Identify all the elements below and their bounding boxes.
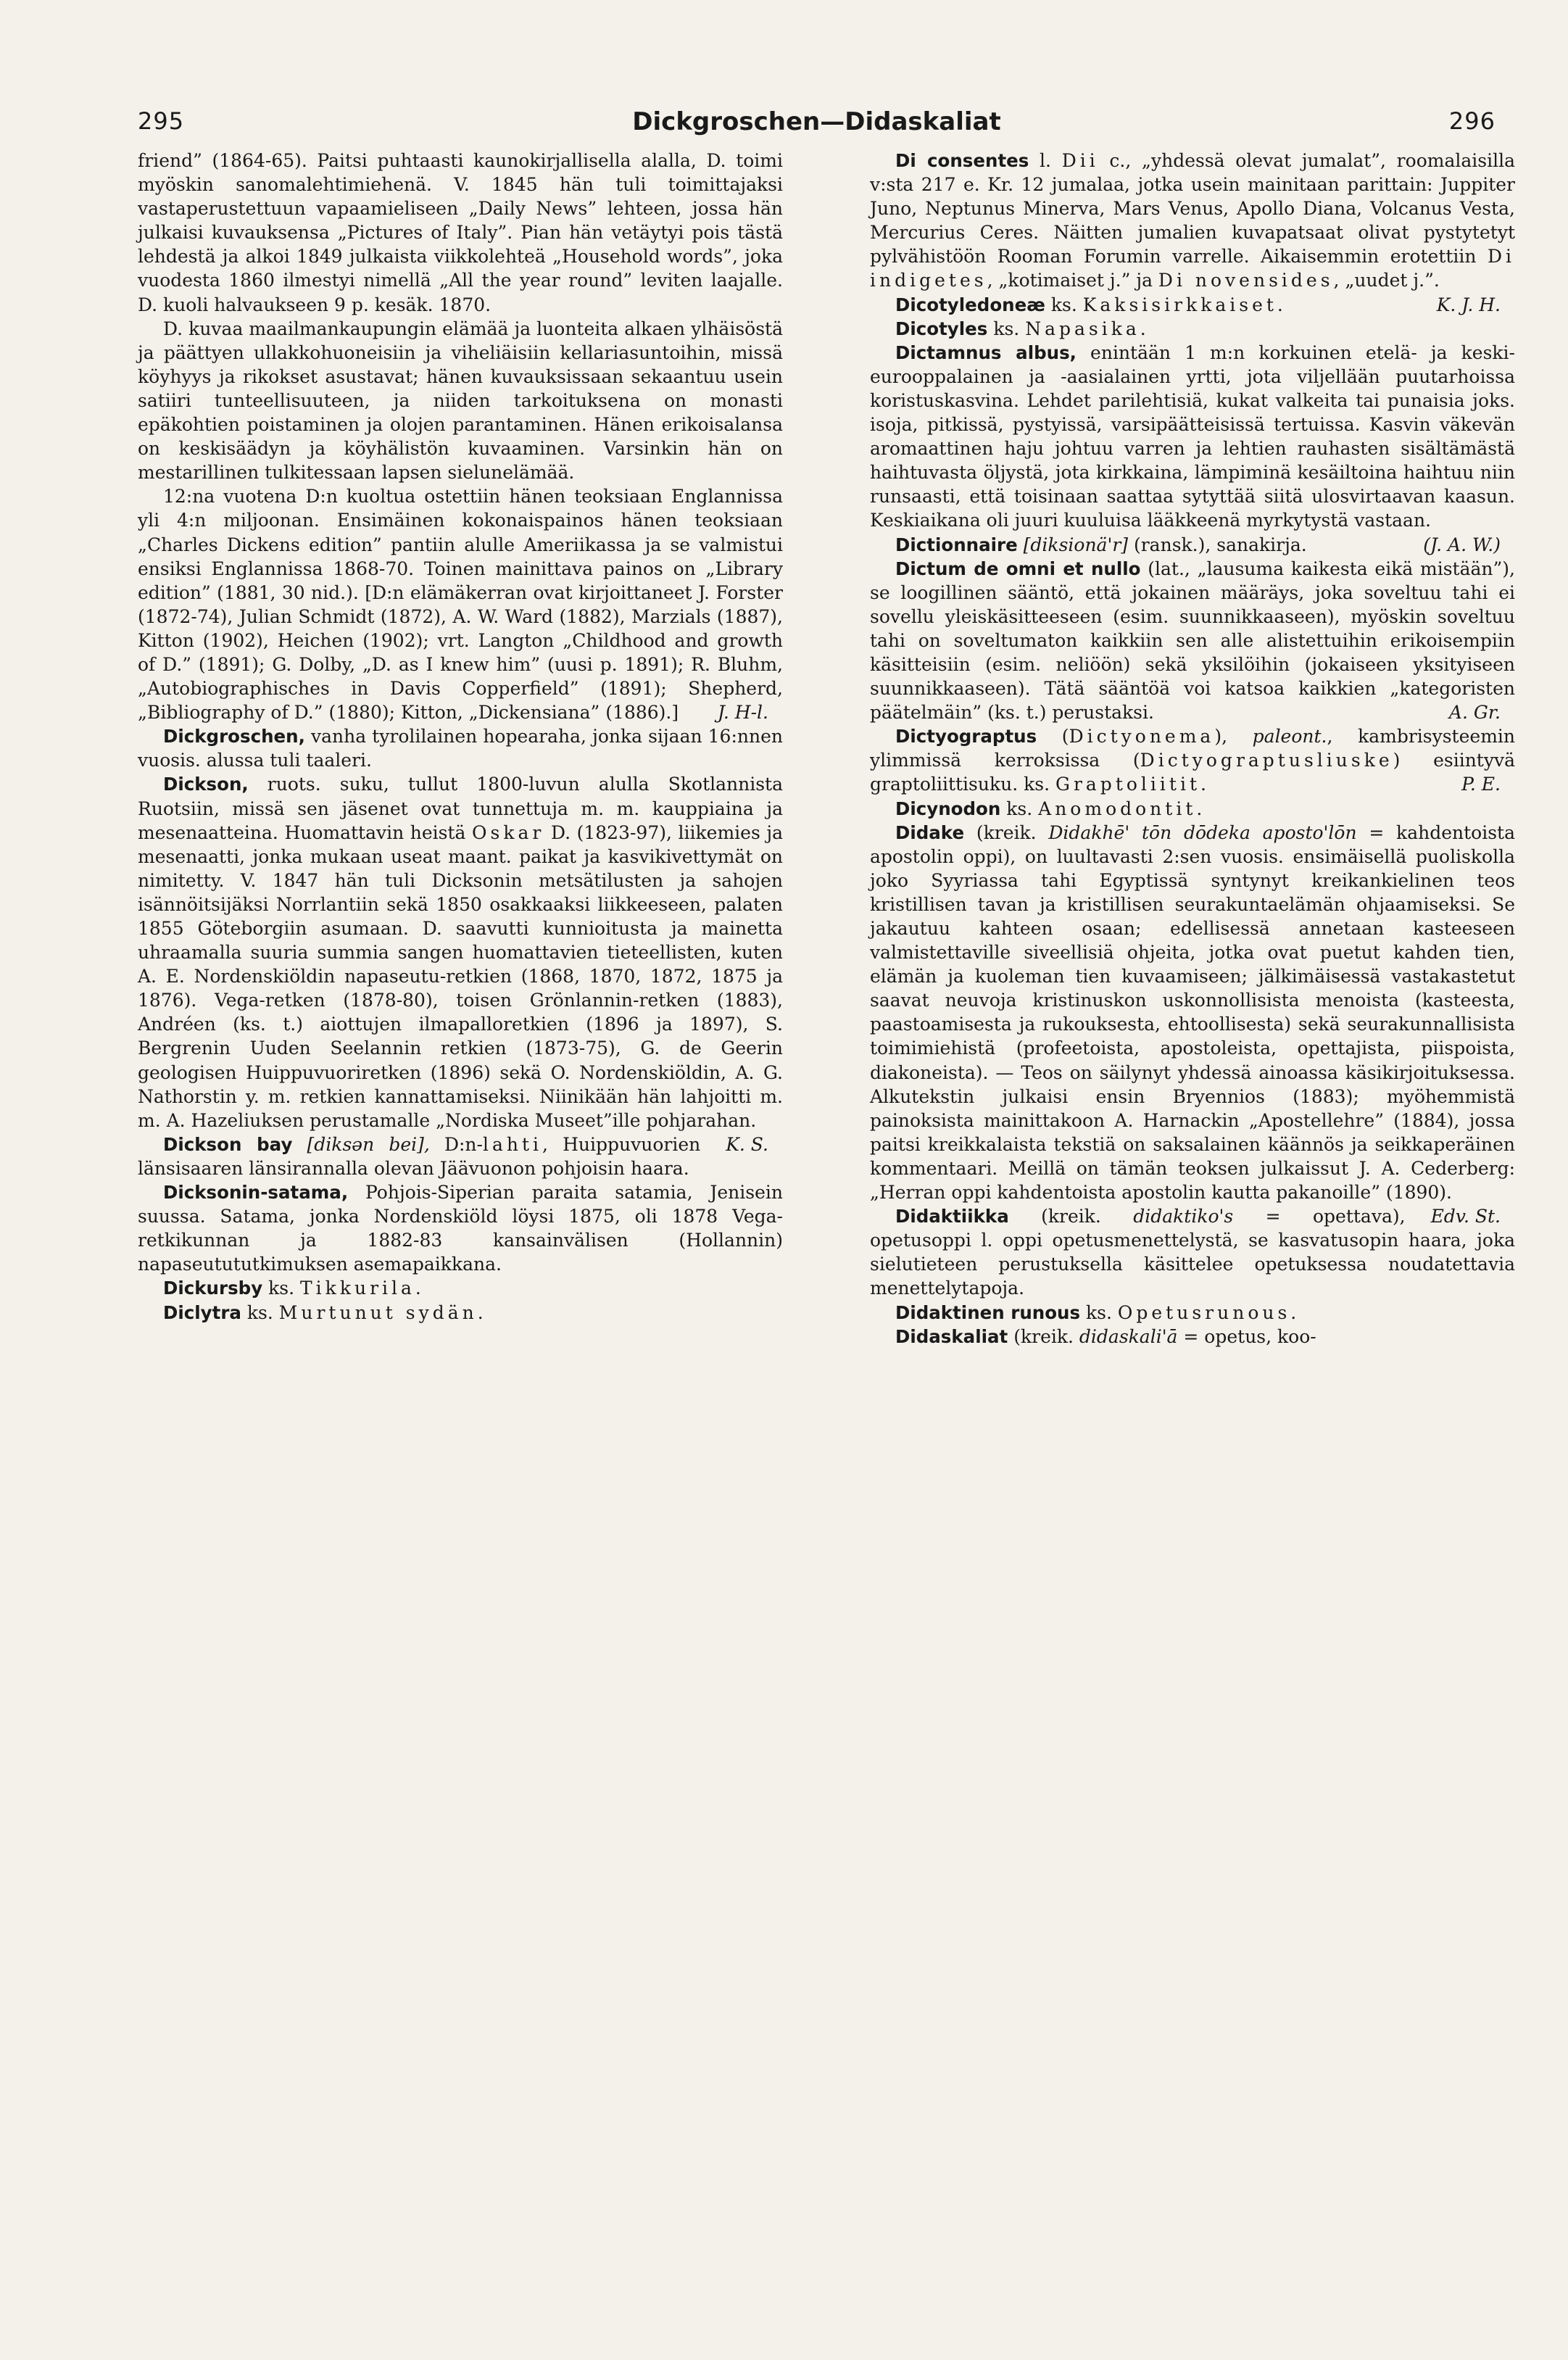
entry-text: (kreik. <box>1008 1325 1079 1347</box>
cross-reference: Opetusrunous. <box>1117 1301 1301 1323</box>
entry-text: , „uudet j.”. <box>1333 270 1440 291</box>
headword: Dickursby <box>163 1278 263 1299</box>
spaced-word: Dii <box>1061 150 1099 171</box>
signature: K. J. H. <box>1436 294 1501 315</box>
dickens-editions-paragraph <box>138 484 783 724</box>
headword: Dictamnus albus, <box>895 341 1077 363</box>
page-number-left: 295 <box>138 107 185 135</box>
entry-text: ruots. suku, tullut 1800-luvun alulla Skotlannista Ruotsiin, missä sen jäsenet ovat tunnettuja m. m. kauppiaina ja mesenaatteina. Huomattavin heistä <box>138 774 783 843</box>
spaced-word: Dictyonema <box>1069 726 1215 748</box>
dickens-continuation-paragraph: friend” (1864-65). Paitsi puhtaasti kaunokirjallisella alalla, D. toimi myöskin sanomalehtimiehenä. V. 1845 hän tuli toimittajaksi vastaperustettuun vapaamieliseen „Daily News” lehteen, jossa hän julkaisi kuvauksensa „Pictures of Italy”. Pian hän vetäytyi pois tästä lehdestä ja alkoi 1849 julkaista viikkolehteä „Household words”, joka vuodesta 1860 ilmestyi nimellä „All the year round” leviten laajalle. D. kuoli halvaukseen 9 p. kesäk. 1870. <box>138 150 783 315</box>
cross-reference: Napasika. <box>1025 318 1150 339</box>
cross-reference: Tikkurila. <box>300 1278 425 1299</box>
entry-text: l. <box>1029 150 1062 171</box>
spaced-word: Di indigetes <box>870 246 1515 291</box>
abbreviation: paleont. <box>1252 726 1327 748</box>
cross-reference: Murtunut sydän. <box>278 1301 487 1323</box>
entry-dicynodon <box>870 797 1515 821</box>
entry-text: D:n- <box>429 1133 483 1155</box>
entry-dicotyles <box>870 317 1515 341</box>
spaced-word: Dictyograptusliuske <box>1140 750 1393 771</box>
entry-text: , „kotimaiset j.” ja <box>987 270 1158 291</box>
page-header <box>130 107 1503 144</box>
entry-text: enintään 1 m:n korkuinen etelä- ja keski-eurooppalainen ja -aasialainen yrtti, jota viljellään puutarhoissa koristuskasvina. Lehdet parilehtisiä, kukat valkeita tai punaisia joks. isoja, pitkissä, pystyissä, varsipäätteisissä tertuissa. Kasvin väkevän aromaattinen haju johtuu varren ja lehtien rauhasten sisältämästä haihtuvasta öljystä, jota kirkkaina, lämpiminä kesäiltoina haihtuu niin runsaasti, että toisinaan saattaa sytyttää siitä ulosvirtaavan kaasun. Keskiaikana oli juuri kuuluisa lääkkeenä myrkytystä vastaan. <box>870 341 1515 531</box>
pronunciation: [diksionä'r] <box>1017 534 1129 555</box>
headword: Didaktinen runous <box>895 1301 1081 1323</box>
headword: Dickgroschen, <box>163 726 305 748</box>
headword: Di consentes <box>895 150 1029 171</box>
headword: Dictyograptus <box>895 726 1037 748</box>
entry-text: (kreik. <box>1008 1206 1134 1227</box>
cross-reference: Graptoliitit. <box>1055 774 1210 795</box>
entry-diclytra <box>138 1301 783 1325</box>
spaced-name: Oskar <box>472 821 545 843</box>
greek-title: Didakhē' tōn dōdeka aposto'lōn <box>1048 821 1357 843</box>
headword: Dicynodon <box>895 798 1001 819</box>
page-number-right: 296 <box>1448 107 1496 135</box>
signature: J. H-l. <box>717 702 768 724</box>
entry-text: ks. <box>987 318 1026 339</box>
entry-text: ks. <box>262 1278 300 1299</box>
spaced-word: lahti <box>482 1133 543 1155</box>
cross-reference: Kaksisirkkaiset. <box>1082 294 1287 315</box>
entry-text: (kreik. <box>964 821 1049 843</box>
signature: K. S. <box>726 1133 768 1155</box>
entry-text: Pohjois-Siperian paraita satamia, Jenisein suussa. Satama, jonka Nordenskiöld löysi 1875, oli 1878 Vega-retkikunnan ja 1882-83 kansainvälisen (Hollannin) napaseutututkimuksen asemapaikkana. <box>138 1182 783 1275</box>
greek-word: didaktiko's <box>1133 1206 1234 1227</box>
headword: Dicksonin-satama, <box>163 1182 349 1204</box>
entry-text: = opettava), opetusoppi l. oppi opetusmenettelystä, se kasvatusopin haara, joka sielutieteen perustuksella käsittelee opetuksessa noudatettavia menettelytapoja. <box>870 1206 1515 1299</box>
entry-dicksonin-satama <box>138 1180 783 1276</box>
headword: Dickson bay <box>163 1133 293 1155</box>
entry-text: = opetus, koo- <box>1177 1325 1316 1347</box>
entry-dictum <box>870 557 1515 725</box>
entry-didaktinen-runous <box>870 1301 1515 1325</box>
entry-text: ks. <box>1080 1301 1118 1323</box>
signature: (J. A. W.) <box>1423 534 1501 555</box>
entry-text: ), <box>1214 726 1253 748</box>
entry-text: (ransk.), sanakirja. <box>1128 534 1307 555</box>
signature: Edv. St. <box>1430 1206 1501 1227</box>
headword: Didaktiikka <box>895 1206 1009 1227</box>
signature: A. Gr. <box>1448 702 1501 724</box>
headword: Didaskaliat <box>895 1325 1008 1347</box>
headword: Didake <box>895 821 965 843</box>
entry-dickgroschen <box>138 724 783 772</box>
entry-dickson-bay <box>138 1133 783 1180</box>
entry-text: c., „yhdessä olevat jumalat”, roomalaisilla v:sta 217 e. Kr. 12 jumalaa, jotka usein mainitaan parittain: Juppiter Juno, Neptunus Minerva, Mars Venus, Apollo Diana, Volcanus Vesta, Mercurius Ceres. Näitten jumalien kuvapatsaat olivat pystytetyt pylvähistöön Rooman Forumin varrelle. Aikaisemmin erotettiin <box>870 150 1515 268</box>
headword: Dicotyles <box>895 318 988 339</box>
entry-text: ks. <box>1045 294 1083 315</box>
entry-text: ks. <box>1000 798 1039 819</box>
spaced-word: Di novensides <box>1158 270 1334 291</box>
dickens-style-paragraph: D. kuvaa maailmankaupungin elämää ja luonteita alkaen ylhäisöstä ja päättyen ullakkohuoneisiin ja viheliäisiin kellariasuntoihin, missä köyhyys ja rikokset asustavat; hänen kuvauksissaan sekaantuu usein satiiri tunteellisuuteen, ja niiden tarkoituksena on monasti epäkohtien poistaminen ja olojen parantaminen. Hänen erikoisalansa on keskisäädyn ja köyhälistön kuvaaminen. Varsinkin hän on mestarillinen tulkitessaan lapsen sielunelämää. <box>138 318 783 484</box>
entry-text: ks. <box>241 1301 279 1323</box>
entry-text: , Huippuvuorien länsisaaren länsirannalla olevan Jäävuonon pohjoisin haara. <box>138 1133 701 1179</box>
dickens-editions-text: 12:na vuotena D:n kuoltua ostettiin hänen teoksiaan Englannissa yli 4:n miljoonan. Ensimäinen kokonaispainos hänen teoksiaan „Charles Dickens edition” pantiin alulle Ameriikassa ja se valmistui ensiksi Englannissa 1868-70. Toinen mainittava painos on „Library edition” (1881, 30 nid.). [D:n elämäkerran ovat kirjoittaneet J. Forster (1872-74), Julian Schmidt (1872), A. W. Ward (1882), Marzials (1887), Kitton (1902), Heichen (1902); vrt. Langton „Childhood and growth of D.” (1891); G. Dolby, „D. as I knew him” (uusi p. 1891); R. Bluhm, „Autobiographisches in Davis Copperfield” (1891); Shepherd, „Bibliography of D.” (1880); Kitton, „Dickensiana” (1886).] <box>138 486 783 724</box>
entry-text: ) esiintyvä graptoliittisuku. ks. <box>870 750 1516 795</box>
running-title: Dickgroschen—Didaskaliat <box>632 107 1001 136</box>
greek-word: didaskali'ā <box>1079 1325 1178 1347</box>
cross-reference: Anomodontit. <box>1038 798 1206 819</box>
entry-text: D. (1823-97), liikemies ja mesenaatti, jonka mukaan useat maant. paikat ja kasvikivettymät on nimitetty. V. 1847 hän tuli Dicksonin metsätilusten ja sahojen isännöitsijäksi Norrlantiin sekä 1850 osakkaaksi liikkeeseen, palaten 1855 Göteborgiin asumaan. D. saavutti kunnioitusta ja mainetta uhraamalla suuria summia sangen huomattavien tieteellisten, kuten A. E. Nordenskiöldin napaseutu-retkien (1868, 1870, 1872, 1875 ja 1876). Vega-retken (1878-80), toisen Grönlannin-retken (1883), Andréen (ks. t.) aiottujen ilmapalloretkien (1896 ja 1897), S. Bergrenin Uuden Seelannin retkien (1873-75), G. de Geerin geologisen Huippuvuoriretken (1896) sekä O. Nordenskiöldin, A. G. Nathorstin y. m. retkien kannattamiseksi. Niinikään hän lahjoitti m. m. A. Hazeliuksen perustamalle „Nordiska Museet”ille pohjarahan. <box>138 821 783 1131</box>
entry-text: , kambrisysteemin ylimmissä kerroksissa ( <box>870 726 1515 771</box>
headword: Dictum de omni et nullo <box>895 558 1141 579</box>
entry-dictyograptus <box>870 724 1515 796</box>
left-column <box>138 149 783 1325</box>
headword: Dicotyledoneæ <box>895 294 1045 315</box>
entry-text: ( <box>1037 726 1069 748</box>
headword: Dictionnaire <box>895 534 1018 555</box>
right-column <box>870 149 1515 1349</box>
headword: Diclytra <box>163 1301 241 1323</box>
entry-text: = kahdentoista apostolin oppi), on luultavasti 2:sen vuosis. ensimäisellä puoliskolla joko Syyriassa tahi Egyptissä syntynyt kreikankielinen teos kristillisen tavan ja kristillisen seurakuntaelämän ohjaamiseksi. Se jakautuu kahteen osaan; edellisessä annetaan kasteeseen valmistettaville siveellisiä ohjeita, jotka ovat puetut kahden tien, elämän ja kuoleman tien kuvaamiseen; jälkimäisessä vastakastetut saavat neuvoja kristinuskon uskonnollisista menoista (kasteesta, paastoamisesta ja rukouksesta, ehtoollisesta) sekä seurakunnallisista toimimiehistä (profeetoista, apostoleista, opettajista, piispoista, diakoneista). — Teos on säilynyt yhdessä ainoassa käsikirjoituksessa. Alkutekstin julkaisi ensin Bryennios (1883); myöhemmistä painoksista mainittakoon A. Harnackin „Apostellehre” (1884), jossa paitsi kreikkalaista tekstiä on saksalainen käännös ja seikkaperäinen kommentaari. Meillä on tämän teoksen julkaissut J. A. Cederberg: „Herran oppi kahdentoista apostolin kautta pakanoille” (1890). <box>870 821 1515 1204</box>
entry-dickursby <box>138 1276 783 1300</box>
entry-text: (lat., „lausuma kaikesta eikä mistään”), se loogillinen sääntö, että jokainen määräys, joka soveltuu tahi ei sovellu yleiskäsitteeseen (esim. suunnikkaaseen), myöskin soveltuu tahi on soveltumaton kaikkiin sen alle alistettuihin erikoisempiin käsitteisiin (esim. neliöön) sekä yksilöihin (jokaiseen yksityiseen suunnikkaaseen). Tätä sääntöä voi katsoa kaikkien „kategoristen päätelmäin” (ks. t.) perustaksi. <box>870 558 1515 724</box>
headword: Dickson, <box>163 774 249 795</box>
pronunciation: [diksən bei], <box>292 1133 430 1155</box>
signature: P. E. <box>1461 774 1501 795</box>
entry-didaskaliat <box>870 1325 1515 1349</box>
entry-text: vanha tyrolilainen hopearaha, jonka sijaan 16:nnen vuosis. alussa tuli taaleri. <box>138 726 783 771</box>
